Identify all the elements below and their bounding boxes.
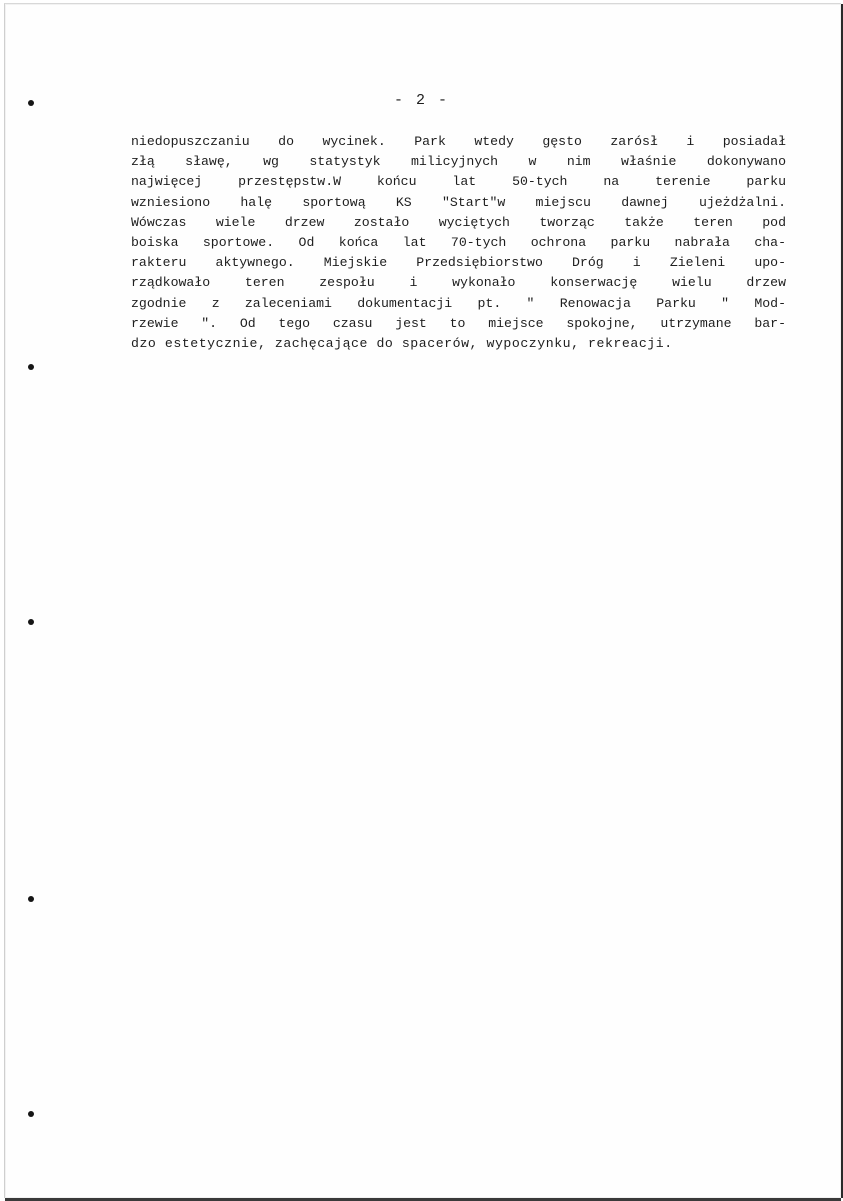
text-line: rządkowało teren zespołu i wykonało konserwację wielu drzew xyxy=(131,275,786,291)
text-line: rakteru aktywnego. Miejskie Przedsiębiorstwo Dróg i Zieleni upo- xyxy=(131,255,786,271)
text-line: zgodnie z zaleceniami dokumentacji pt. " Renowacja Parku " Mod- xyxy=(131,295,786,311)
punch-hole-mark xyxy=(28,896,34,902)
text-line: wzniesiono halę sportową KS "Start"w miejscu dawnej ujeżdżalni. xyxy=(131,194,786,210)
text-line: niedopuszczaniu do wycinek. Park wtedy gęsto zarósł i posiadał xyxy=(131,134,786,149)
punch-hole-mark xyxy=(28,1111,34,1117)
punch-hole-mark xyxy=(28,364,34,370)
text-line: dzo estetycznie, zachęcające do spacerów, wypoczynku, rekreacji. xyxy=(131,335,673,351)
text-line: najwięcej przestępstw.W końcu lat 50-tych na terenie parku xyxy=(131,174,786,190)
text-line: złą sławę, wg statystyk milicyjnych w nim właśnie dokonywano xyxy=(131,154,786,170)
page-number: - 2 - xyxy=(393,92,449,109)
punch-hole-mark xyxy=(28,619,34,625)
text-line: Wówczas wiele drzew zostało wyciętych tworząc także teren pod xyxy=(131,214,786,230)
text-line: boiska sportowe. Od końca lat 70-tych ochrona parku nabrała cha- xyxy=(131,234,786,250)
text-line: rzewie ". Od tego czasu jest to miejsce spokojne, utrzymane bar- xyxy=(131,315,786,331)
body-paragraph xyxy=(131,132,786,354)
